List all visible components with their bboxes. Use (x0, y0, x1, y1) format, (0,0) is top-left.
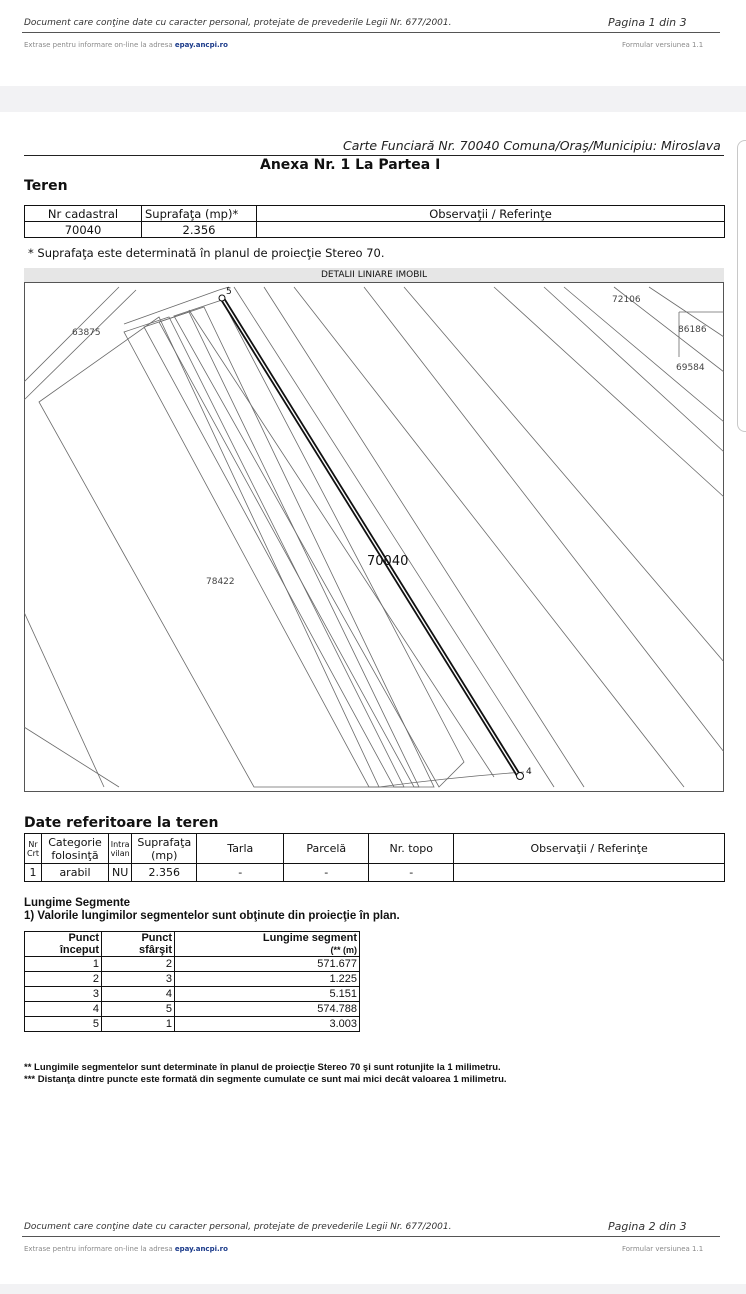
carte-funciara-title: Carte Funciară Nr. 70040 Comuna/Oraş/Municipiu: Miroslava (343, 138, 721, 153)
table-row: 2 3 1.225 (25, 972, 360, 987)
page2-form-version: Formular versiunea 1.1 (622, 1245, 704, 1253)
table-row (25, 864, 725, 882)
cell-parcela: - (284, 864, 369, 882)
segments-subtitle: 1) Valorile lungimilor segmentelor sunt obţinute din proiecţie în plan. (24, 910, 400, 922)
extract-link[interactable]: epay.ancpi.ro (174, 41, 228, 49)
col-observatii: Observaţii / Referinţe (454, 834, 725, 864)
page1-extract-line (24, 41, 228, 49)
teren-obs-value (257, 222, 725, 238)
teren-table (24, 205, 725, 238)
scroll-indicator[interactable] (737, 140, 746, 432)
teren-title: Teren (24, 178, 68, 194)
col-punct-inceput: Punct început (25, 932, 102, 957)
col-categorie: Categorie folosinţă (42, 834, 109, 864)
label-pt5: 5 (226, 287, 232, 297)
table-row: 3 4 5.151 (25, 987, 360, 1002)
table-row: 5 1 3.003 (25, 1017, 360, 1032)
segments-note-1: ** Lungimile segmentelor sunt determinate în planul de proiecţie Stereo 70 şi sunt rotunjite la 1 milimetru. (24, 1062, 501, 1073)
label-pt4: 4 (526, 767, 532, 777)
label-86186: 86186 (678, 325, 707, 335)
teren-col-obs: Observaţii / Referinţe (257, 206, 725, 222)
col-nr-topo: Nr. topo (369, 834, 454, 864)
map-title: DETALII LINIARE IMOBIL (320, 270, 428, 280)
extract-prefix: Extrase pentru informare on-line la adresa (24, 41, 173, 49)
map-title-bar (24, 268, 724, 282)
col-punct-sfarsit: Punct sfârşit (102, 932, 175, 957)
col-intravilan: Intra vilan (109, 834, 132, 864)
segments-note-2: *** Distanţa dintre puncte este formată din segmente cumulate ce sunt mai mici decât valoarea 1 milimetru. (24, 1074, 507, 1085)
cell-nr-topo: - (369, 864, 454, 882)
page-gap (0, 86, 746, 112)
label-69584: 69584 (676, 363, 705, 373)
cell-nr: 1 (25, 864, 42, 882)
table-row: 1 2 571.677 (25, 957, 360, 972)
segments-title: Lungime Segmente (24, 897, 131, 909)
page2-notice: Document care conţine date cu caracter personal, protejate de prevederile Legii Nr. 677/2001. (24, 1222, 452, 1232)
col-tarla: Tarla (197, 834, 284, 864)
page-gap-bottom (0, 1284, 746, 1294)
date-teren-title: Date referitoare la teren (24, 815, 219, 831)
cell-categorie: arabil (42, 864, 109, 882)
label-78422: 78422 (206, 577, 235, 587)
page1-notice: Document care conţine date cu caracter personal, protejate de prevederile Legii Nr. 677/2001. (24, 18, 452, 28)
extract-link[interactable]: epay.ancpi.ro (174, 1245, 228, 1253)
page2-page-number: Pagina 2 din 3 (608, 1220, 687, 1233)
teren-footnote: * Suprafaţa este determinată în planul de proiecţie Stereo 70. (28, 246, 385, 260)
teren-col-nr: Nr cadastral (25, 206, 142, 222)
extract-prefix: Extrase pentru informare on-line la adresa (24, 1245, 173, 1253)
label-63875: 63875 (72, 328, 101, 338)
label-72106: 72106 (612, 295, 641, 305)
col-parcela: Parcelă (284, 834, 369, 864)
page1-form-version: Formular versiunea 1.1 (622, 41, 704, 49)
teren-col-supr: Suprafaţa (mp)* (142, 206, 257, 222)
col-lungime: Lungime segment (** (m) (175, 932, 360, 957)
col-nr-crt: Nr Crt (25, 834, 42, 864)
table-row: 4 5 574.788 (25, 1002, 360, 1017)
cell-intravilan: NU (109, 864, 132, 882)
page1-page-number: Pagina 1 din 3 (608, 16, 687, 29)
teren-nr-value: 70040 (25, 222, 142, 238)
label-parcel-70040: 70040 (367, 554, 409, 569)
page2-extract-line (24, 1245, 228, 1253)
segments-table (24, 931, 360, 1032)
teren-supr-value: 2.356 (142, 222, 257, 238)
cell-suprafata: 2.356 (132, 864, 197, 882)
cell-tarla: - (197, 864, 284, 882)
col-suprafata: Suprafaţa (mp) (132, 834, 197, 864)
parcel-map (24, 282, 724, 792)
cell-observatii (454, 864, 725, 882)
date-teren-table (24, 833, 725, 882)
annex-title: Anexa Nr. 1 La Partea I (260, 157, 441, 173)
